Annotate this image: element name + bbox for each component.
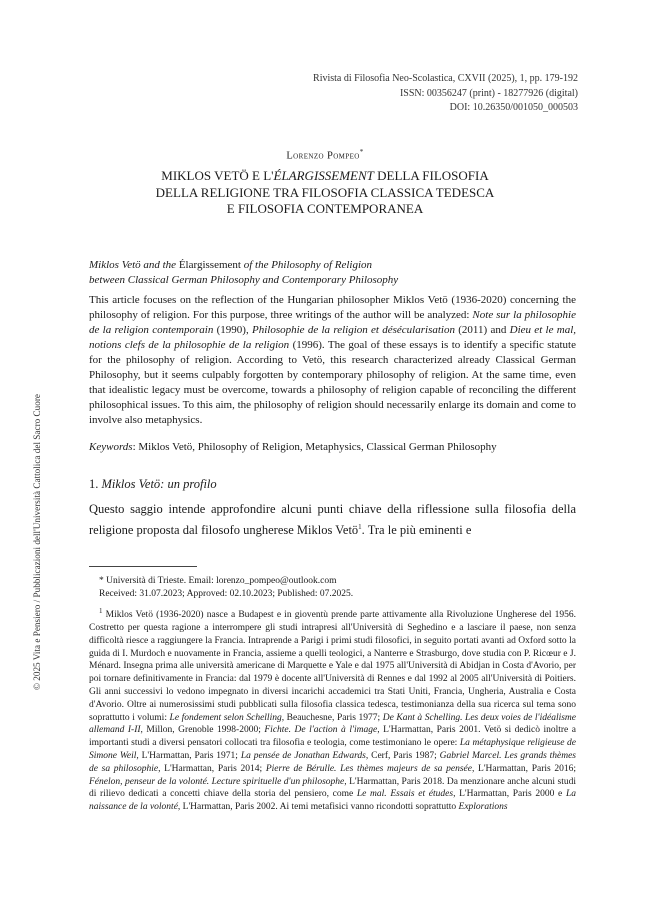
body-paragraph: Questo saggio intende approfondire alcuni punti chiave della riflessione sulla filosofia della religione proposta dal filosofo ungherese Miklos Vetö$^1$. Tra le più eminenti e bbox=[89, 502, 576, 538]
abstract: This article focuses on the reflection of the Hungarian philosopher Miklos Vetö (1936-2020) concerning the philosophy of religion. For this purpose, three writings of the author will be analyzed: Note sur la philosophie de la religion contemporain (1990), Philosophie de la religion et désécularisation (2011) and Dieu et le mal, notions clefs de la philosophie de la religion (1996). The goal of these essays is to identify a specific statute for the philosophy of religion. According to Vetö, this research characterized already Classical German Philosophy, but it seems culpably forgotten by contemporary philosophy of religion. At the same time, even that idealistic legacy must be overcome, towards a philosophy of religion capable of reconciling the different philosophical issues. To this aim, the philosophy of religion should necessarily enlarge its domain and come to involve also metaphysics. bbox=[89, 294, 577, 426]
article-title: MIKLOS VETÖ E L'ÉLARGISSEMENT DELLA FILOSOFIA DELLA RELIGIONE TRA FILOSOFIA CLASSICA TEDESCA E FILOSOFIA CONTEMPORANEA bbox=[155, 168, 495, 216]
section-heading: 1. Miklos Vetö: un profilo bbox=[89, 477, 217, 491]
footnote-divider bbox=[89, 566, 197, 567]
author-name: Lorenzo Pompeo* bbox=[286, 148, 364, 162]
keywords: Keywords: Miklos Vetö, Philosophy of Religion, Metaphysics, Classical German Philosophy bbox=[89, 441, 497, 453]
author-affiliation-note: * Università di Trieste. Email: lorenzo_pompeo@outlook.com Received: 31.07.2023; Approved: 02.10.2023; Published: 07.2025. bbox=[99, 576, 354, 599]
author-footnote-mark: * bbox=[359, 148, 364, 156]
footnote-ref[interactable]: 1 bbox=[358, 523, 362, 531]
issn-line: ISSN: 00356247 (print) - 18277926 (digital) bbox=[399, 87, 578, 99]
english-title: Miklos Vetö and the Élargissement of the Philosophy of Religion between Classical German Philosophy and Contemporary Philosophy bbox=[89, 259, 399, 286]
journal-header bbox=[313, 72, 578, 116]
doi-line: DOI: 10.26350/001050_000503 bbox=[449, 102, 578, 113]
footnote-1: $^1$ Miklos Vetö (1936-2020) nasce a Budapest e in gioventù prende parte attivamente alla Rivoluzione Ungherese del 1956. Costretto per questa ragione a interrompere gli studi intrapresi all'Università di Seghedino e a lasciare il paese, non senza difficoltà riesce a raggiungere la Francia. Intraprende a Parigi i primi studi filosofici, in seguito portati avanti ad Oxford sotto la guida di I. Murdoch e nuovamente in Francia, assieme a quelli teologici, a Nanterre e Strasburgo, dove studia con P. Ricœur e J. Ménard. Insegna prima alle università americane di Marquette e Yale e dal 1975 all'Università di Abidjan in Costa d'Avorio, per poi tornare definitivamente in Francia: dal 1979 è docente all'Università di Rennes e dal 1992 al 2005 all'Università di Poitiers. Gli anni successivi lo vedono impegnato in diversi incarichi accademici tra Stati Uniti, Francia, Ungheria, Australia e Costa d'Avorio. Oltre ai numerosissimi studi pubblicati sulla filosofia classica tedesca, testimonianza della sua ricerca sul tema sono soprattutto i volumi: Le fondement selon Schelling, Beauchesne, Paris 1977; De Kant à Schelling. Les deux voies de l'idéalisme allemand I-II, Millon, Grenoble 1998-2000; Fichte. De l'action à l'image, L'Harmattan, Paris 2001. Vetö si dedicò inoltre a importanti studi a diversi pensatori collocati tra filosofia e teologia, come testimoniano le opere: La métaphysique religieuse de Simone Weil, L'Harmattan, Paris 1971; La pensée de Jonathan Edwards, Cerf, Paris 1987; Gabriel Marcel. Les grands thèmes de sa philosophie, L'Harmattan, Paris 2014; Pierre de Bérulle. Les thèmes majeurs de sa pensée, L'Harmattan, Paris 2016; Fénelon, penseur de la volonté. Lecture spirituelle d'un philosophe, L'Harmattan, Paris 2018. Da menzionare anche alcuni studi di rilievo dedicati a concetti chiave della storia del pensiero, come Le mal. Essais et études, L'Harmattan, Paris 2000 e La naissance de la volonté, L'Harmattan, Paris 2002. Ai temi metafisici vanno ricondotti soprattutto Explorations bbox=[89, 607, 577, 813]
journal-citation: Rivista di Filosofia Neo-Scolastica, CXVII (2025), 1, pp. 179-192 bbox=[313, 73, 578, 84]
keywords-label: Keywords bbox=[89, 441, 133, 453]
